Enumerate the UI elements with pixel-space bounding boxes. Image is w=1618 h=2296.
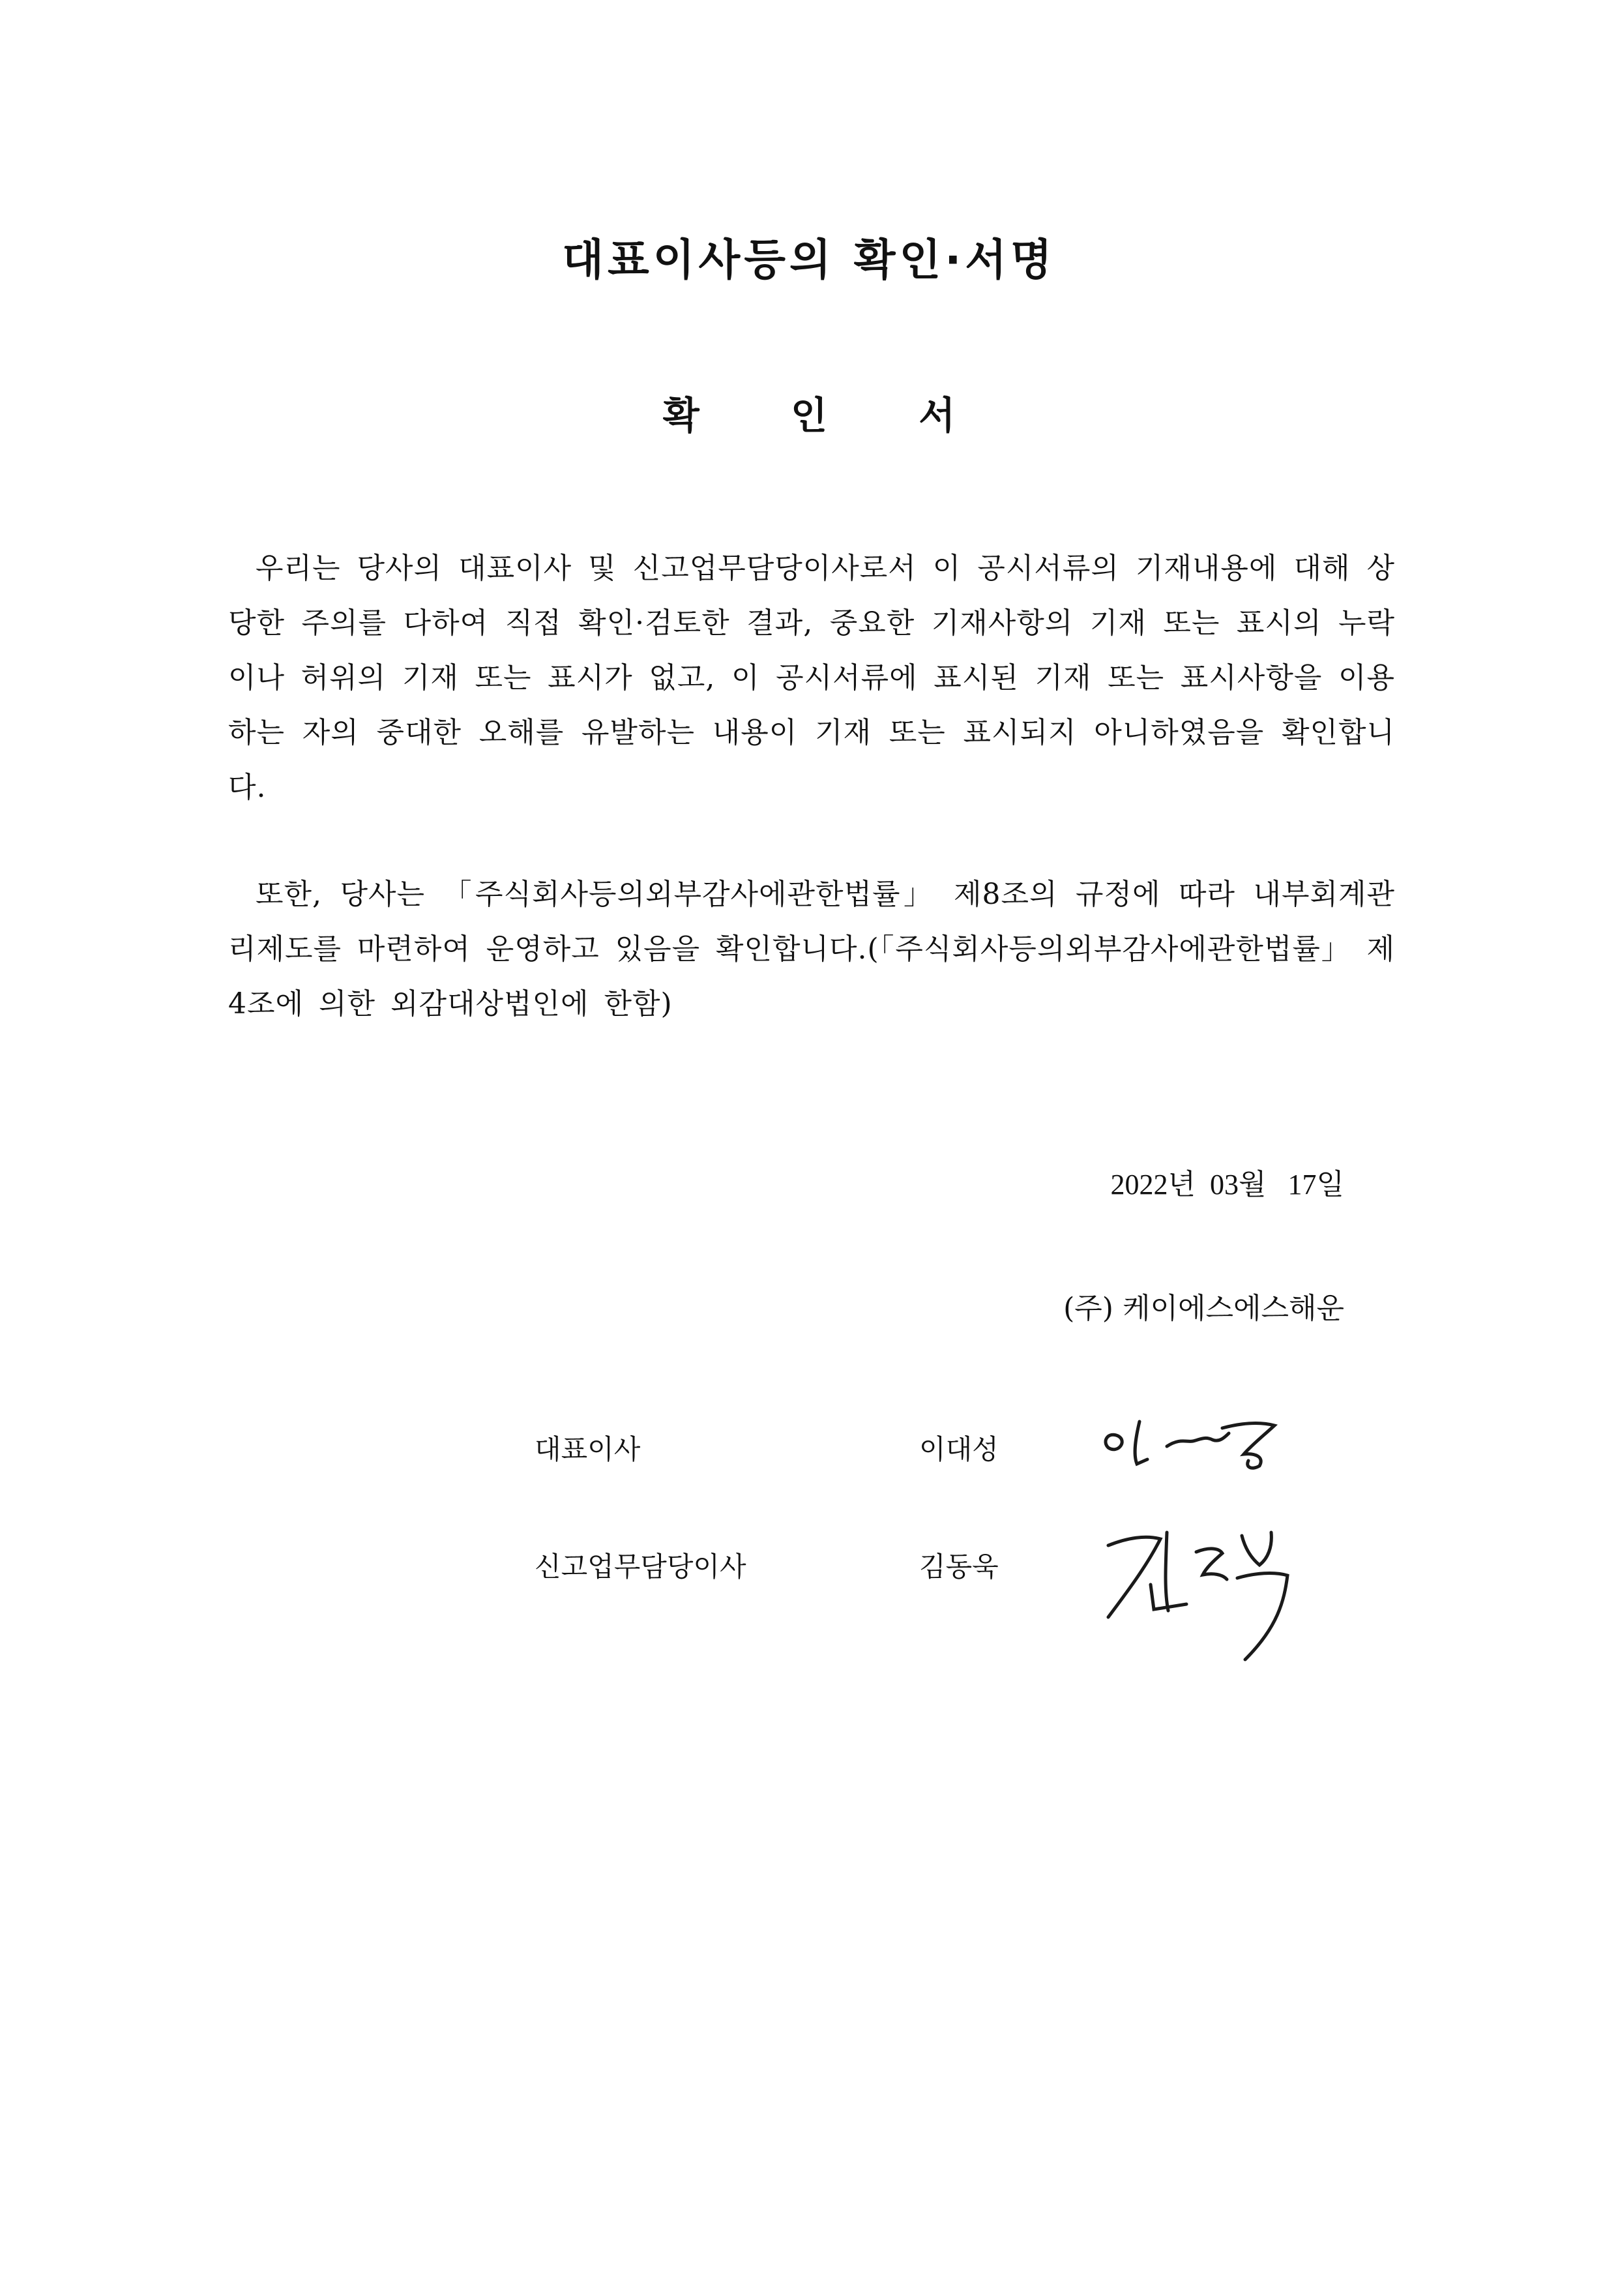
signatory-role: 신고업무담당이사 <box>535 1551 746 1583</box>
company-name: (주) 케이에스에스해운 <box>1063 1292 1344 1325</box>
signatory-role: 대표이사 <box>535 1433 641 1465</box>
internal-control-paragraph: 또한, 당사는 「주식회사등의외부감사에관한법률」 제8조의 규정에 따라 내부회계관리제도를 마련하여 운영하고 있음을 확인합니다.(「주식회사등의외부감사에관한법률」 제4조에 의한 외감대상법인에 한함) <box>228 878 1395 1021</box>
signatory-row-disclosure-director <box>0 1519 1618 1598</box>
document-subtitle: 확 인 서 <box>662 393 995 438</box>
document-date: 2022년 03월 17일 <box>1110 1169 1344 1200</box>
signatory-name: 김동욱 <box>919 1551 999 1583</box>
confirmation-paragraph: 우리는 당사의 대표이사 및 신고업무담당이사로서 이 공시서류의 기재내용에 대해 상당한 주의를 다하여 직접 확인·검토한 결과, 중요한 기재사항의 기재 또는 표시의 누락이나 허위의 기재 또는 표시가 없고, 이 공시서류에 표시된 기재 또는 표시사항을 이용하는 자의 중대한 오해를 유발하는 내용이 기재 또는 표시되지 아니하였음을 확인합니다. <box>228 552 1395 804</box>
signatory-name: 이대성 <box>919 1433 999 1465</box>
handwritten-signature-disclosure-director <box>1089 1506 1297 1669</box>
signatory-row-ceo <box>0 1402 1618 1480</box>
document-title: 대표이사등의 확인·서명 <box>562 235 1056 285</box>
handwritten-signature-ceo <box>1089 1402 1297 1480</box>
